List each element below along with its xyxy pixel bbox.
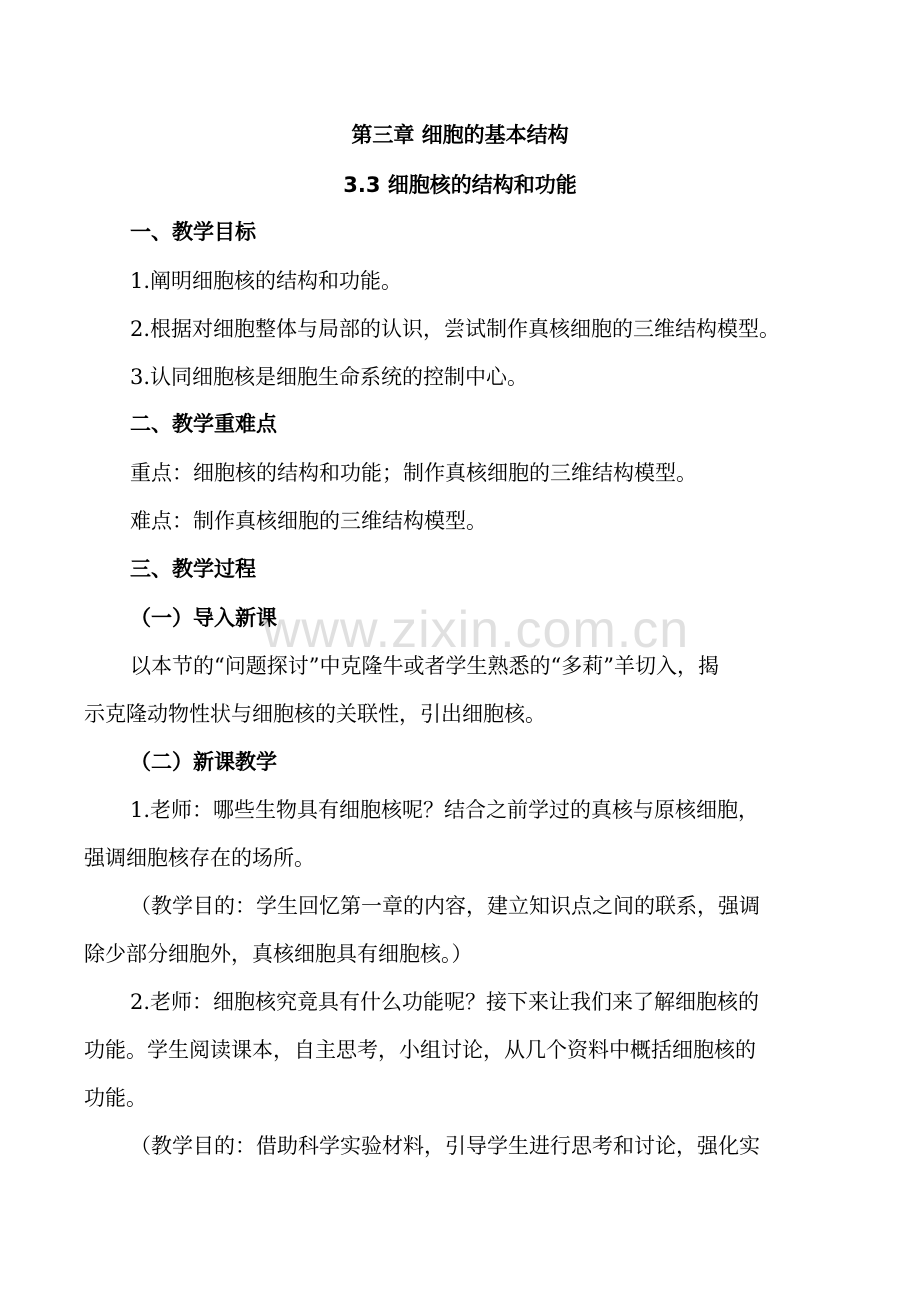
paragraph-line: 1.老师：哪些生物具有细胞核呢？结合之前学过的真核与原核细胞， [130, 798, 760, 822]
paragraph-line: 功能。学生阅读课本，自主思考，小组讨论，从几个资料中概括细胞核的 [84, 1038, 756, 1062]
paragraph-line: 以本节的“问题探讨”中克隆牛或者学生熟悉的“多莉”羊切入，揭 [130, 654, 719, 678]
note-line: （教学目的：借助科学实验材料，引导学生进行思考和讨论，强化实 [130, 1134, 760, 1158]
difficult-point-text: 难点：制作真核细胞的三维结构模型。 [130, 509, 487, 533]
paragraph-line: 示克隆动物性状与细胞核的关联性，引出细胞核。 [84, 702, 546, 726]
process-heading: 三、教学过程 [130, 557, 256, 581]
paragraph-line: 强调细胞核存在的场所。 [84, 846, 315, 870]
note-line: 除少部分细胞外，真核细胞具有细胞核。） [84, 942, 473, 966]
objective-item: 3.认同细胞核是细胞生命系统的控制中心。 [130, 365, 529, 389]
section-title: 3.3 细胞核的结构和功能 [343, 173, 577, 197]
new-lesson-heading: （二）新课教学 [130, 750, 277, 774]
objective-item: 2.根据对细胞整体与局部的认识，尝试制作真核细胞的三维结构模型。 [130, 317, 781, 341]
key-point-text: 重点：细胞核的结构和功能；制作真核细胞的三维结构模型。 [130, 461, 697, 485]
paragraph-line: 功能。 [84, 1086, 147, 1110]
watermark-text: www.zixin.com.cn [262, 601, 690, 659]
objective-item: 1.阐明细胞核的结构和功能。 [130, 269, 403, 293]
paragraph-line: 2.老师：细胞核究竟具有什么功能呢？接下来让我们来了解细胞核的 [130, 990, 760, 1014]
objectives-heading: 一、教学目标 [130, 220, 256, 244]
intro-heading: （一）导入新课 [130, 606, 277, 630]
key-points-heading: 二、教学重难点 [130, 412, 277, 436]
chapter-title: 第三章 细胞的基本结构 [351, 123, 569, 147]
note-line: （教学目的：学生回忆第一章的内容，建立知识点之间的联系，强调 [130, 894, 760, 918]
